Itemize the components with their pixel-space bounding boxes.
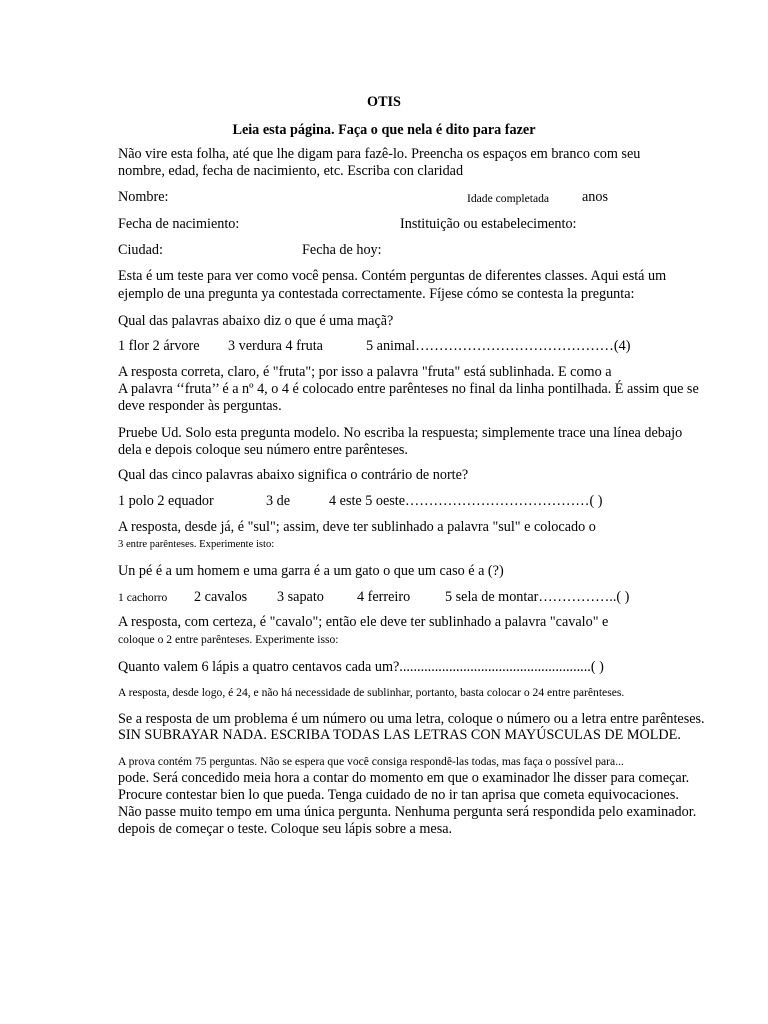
example1-answer-line-3: deve responder às perguntas. [118,398,282,414]
example2-answer-line-2: 3 entre parênteses. Experimente isto: [118,539,275,550]
fecha-hoy-label: Fecha de hoy: [302,242,382,258]
document-title: OTIS [367,94,401,110]
idade-label: Idade completada [467,192,550,205]
example3-option-2: 2 cavalos [194,589,248,605]
closing-line-2: pode. Será concedido meia hora a contar do momento em que o examinador lhe disser para começar. [118,770,690,786]
example3-answer-line-1: A resposta, com certeza, é "cavalo"; então ele deve ter sublinhado a palavra "cavalo" e [118,614,609,630]
instituicao-label: Instituição ou estabelecimento: [400,216,577,232]
nacimiento-label: Fecha de nacimiento: [118,216,240,232]
intro-line-2: nombre, edad, fecha de nacimiento, etc. Escriba con claridad [118,163,464,179]
explanation-line-2: ejemplo de una pregunta ya contestada correctamente. Fíjese cómo se contesta la pregunta: [118,286,635,302]
example3-answer-line-2: coloque o 2 entre parênteses. Experimente isso: [118,633,339,646]
example1-option-c: 5 animal……………………………………(4) [366,338,631,354]
rules-line-1: Se a resposta de um problema é um número ou uma letra, coloque o número ou a letra entre parênteses. [118,711,705,727]
instructions-line-1: Pruebe Ud. Solo esta pregunta modelo. No escriba la respuesta; simplemente trace una línea debajo [118,425,683,441]
example4-answer: A resposta, desde logo, é 24, e não há necessidade de sublinhar, portanto, basta colocar o 24 entre parênteses. [118,686,625,699]
example3-option-3: 3 sapato [277,589,324,605]
example1-option-b: 3 verdura 4 fruta [228,338,323,354]
intro-line-1: Não vire esta folha, até que lhe digam para fazê-lo. Preencha os espaços em branco com seu [118,146,641,162]
example3-question: Un pé é a um homem e uma garra é a um gato o que um caso é a (?) [118,563,504,579]
closing-line-4: Não passe muito tempo em uma única pergunta. Nenhuma pergunta será respondida pelo examinador. [118,804,697,820]
ciudad-label: Ciudad: [118,242,163,258]
example3-option-4: 4 ferreiro [357,589,411,605]
instructions-line-2: dela e depois coloque seu número entre parênteses. [118,442,408,458]
example2-option-c: 4 este 5 oeste…………………………………( ) [329,493,603,509]
nombre-label: Nombre: [118,189,169,205]
example1-question: Qual das palavras abaixo diz o que é uma maçã? [118,313,394,329]
example1-answer-line-2: A palavra ‘‘fruta’’ é a nº 4, o 4 é colocado entre parênteses no final da linha pontilhada. É assim que se [118,381,699,397]
closing-line-1: A prova contém 75 perguntas. Não se espera que você consiga respondê-las todas, mas faça o possível para... [118,755,624,768]
anos-label: anos [582,189,609,205]
explanation-line-1: Esta é um teste para ver como você pensa. Contém perguntas de diferentes classes. Aqui está um [118,268,667,284]
example2-option-b: 3 de [266,493,291,509]
document-subtitle: Leia esta página. Faça o que nela é dito para fazer [232,122,536,138]
example1-answer-line-1: A resposta correta, claro, é "fruta"; por isso a palavra "fruta" está sublinhada. E como a [118,364,612,380]
example3-option-1: 1 cachorro [118,591,168,604]
example4-question: Quanto valem 6 lápis a quatro centavos cada um?......................................................( ) [118,659,604,675]
rules-line-2: SIN SUBRAYAR NADA. ESCRIBA TODAS LAS LETRAS CON MAYÚSCULAS DE MOLDE. [118,727,681,743]
example1-option-a: 1 flor 2 árvore [118,338,200,354]
example2-question: Qual das cinco palavras abaixo significa o contrário de norte? [118,467,469,483]
closing-line-5: depois de começar o teste. Coloque seu lápis sobre a mesa. [118,821,453,837]
closing-line-3: Procure contestar bien lo que pueda. Tenga cuidado de no ir tan aprisa que cometa equivocaciones. [118,787,679,803]
example3-option-5: 5 sela de montar……………..( ) [445,589,630,605]
example2-answer-line-1: A resposta, desde já, é "sul"; assim, deve ter sublinhado a palavra "sul" e colocado o [118,519,596,535]
example2-option-a: 1 polo 2 equador [118,493,214,509]
